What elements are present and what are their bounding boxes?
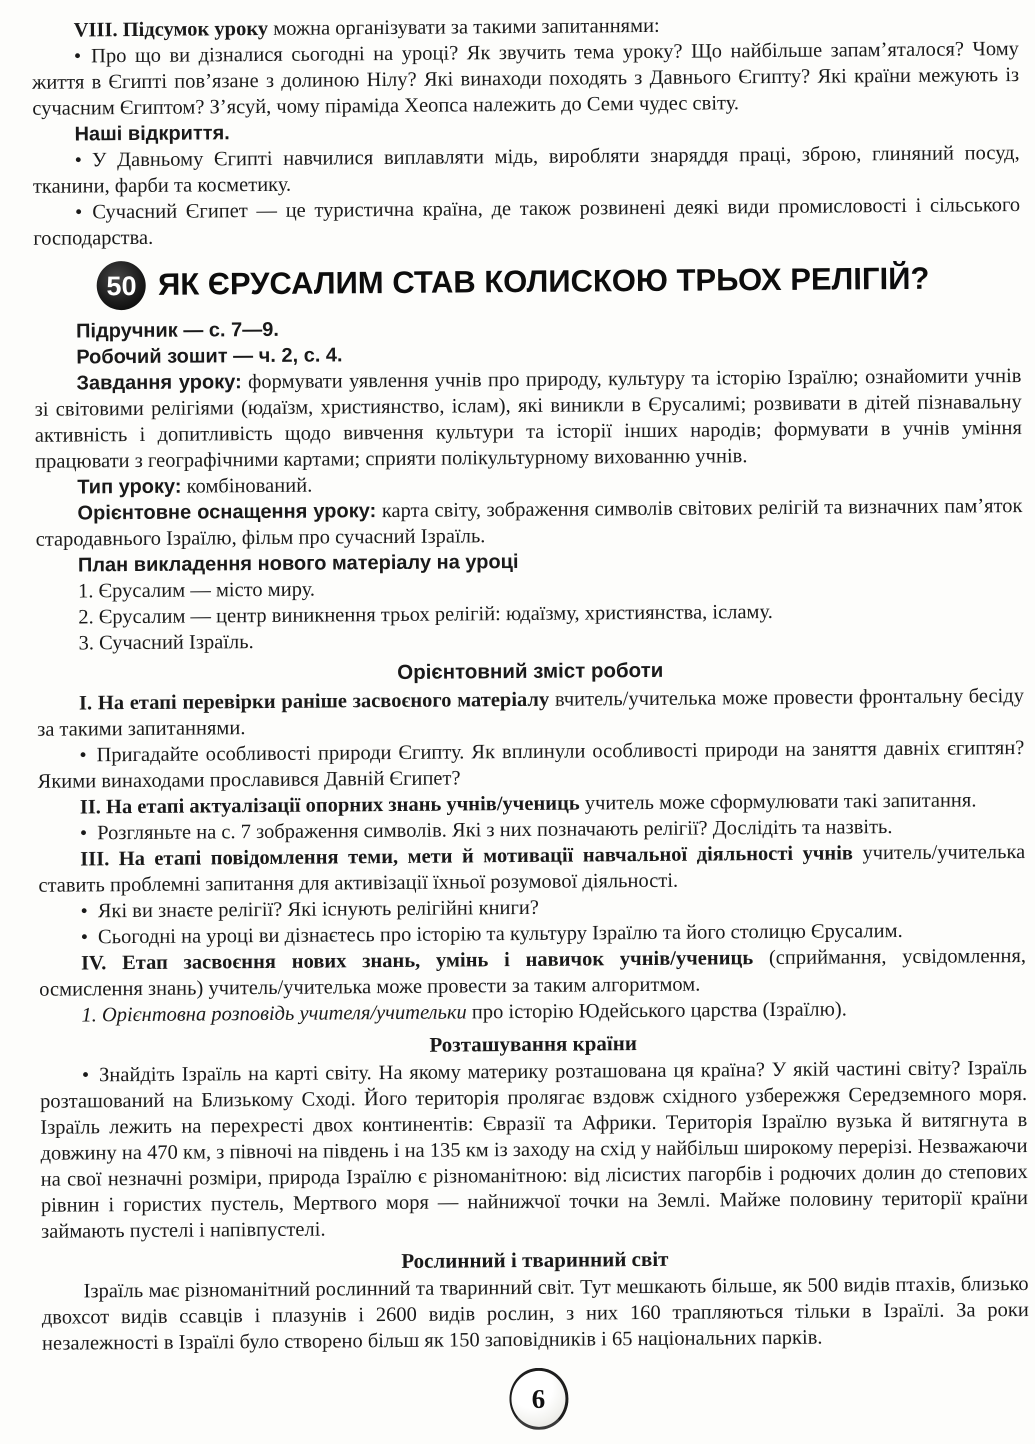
heading-lesson-plan: План викладення нового матеріалу на уроці — [77, 550, 519, 577]
stage-2-lead: II. На етапі актуалізації опорних знань учнів/учениць — [79, 792, 580, 819]
bullet-text: Про що ви дізналися сьогодні на уроці? Як звучить тема уроку? Що найбільше запам’яталося? Чому життя в Єгипті пов’язане з долиною Нілу? Які винаходи походять з Давнього Єгипту? Які країни межують із сучасним Єгиптом? З’ясуй, чому піраміда Хеопса належить до Семи чудес світу. — [32, 38, 1020, 120]
page-title: ЯК ЄРУСАЛИМ СТАВ КОЛИСКОЮ ТРЬОХ РЕЛІГІЙ? — [157, 261, 930, 303]
bullet-text: Розгляньте на с. 7 зображення символів. Які з них позначають релігії? Дослідіть та назвіть. — [97, 816, 893, 845]
heading-our-discoveries: Наші відкриття. — [74, 122, 230, 146]
story-rest: про історію Юдейського царства (Ізраїлю). — [466, 998, 847, 1024]
stage-3-lead: III. На етапі повідомлення теми, мети й мотивації навчальної діяльності учнів — [80, 842, 854, 871]
para-lesson-tasks — [34, 363, 1022, 475]
tasks-text: формувати уявлення учнів про природу, культуру та історію Ізраїлю; ознайомити учнів зі світовими релігіями (юдаїзм, християнство, іслам), які виникли в Єрусалимі; розвивати в дітей пізнавальну активність і допитливість щодо вивчення культури та історії інших народів; формувати в учнів уміння працювати з географічними картами; сприяти полікультурному вихованню учнів. — [34, 365, 1022, 473]
lesson-number-badge: 50 — [97, 261, 146, 310]
para-lesson-equipment — [35, 493, 1022, 553]
line-textbook: Підручник — с. 7—9. — [75, 318, 280, 343]
bullet-text: Пригадайте особливості природи Єгипту. Як вплинули особливості природи на заняття давніх єгиптян? Якими винаходами прославився Давній Єгипет? — [37, 737, 1025, 793]
plan-item-1: 1. Єрусалим — місто миру. — [78, 578, 316, 603]
stage-2-rest: учитель може сформулювати такі запитання. — [579, 789, 977, 815]
bullet-text: Сучасний Єгипет — це туристична країна, де також розвинені деякі види промисловості і сільського господарства. — [33, 194, 1021, 250]
type-text: комбінований. — [181, 474, 313, 498]
bullet-discovery-tourism — [33, 192, 1020, 252]
bullet-icon: • — [74, 149, 82, 172]
tasks-label: Завдання уроку: — [76, 371, 242, 395]
bullet-icon: • — [80, 926, 89, 949]
bullet-icon: • — [80, 900, 88, 923]
bullet-text: Сьогодні на уроці ви дізнаєтесь про історію та культуру Ізраїлю та його столицю Єрусалим. — [97, 919, 903, 949]
plan-item-3: 3. Сучасний Ізраїль. — [78, 631, 254, 655]
bullet-text: Які ви знаєте релігії? Які існують релігійні книги? — [97, 896, 540, 923]
para-stage-1 — [37, 683, 1024, 743]
stage-4-rest: (сприймання, усвідомлення, осмислення знань) учитель/учителька може провести за таким алгоритмом. — [39, 945, 1027, 1001]
stage-3-rest: учитель/учителька ставить проблемні запитання для активізації їхньої розумової діяльності. — [38, 841, 1026, 897]
stage-4-lead: IV. Етап засвоєння нових знань, умінь і навичок учнів/учениць — [80, 947, 754, 975]
stage-1-rest: вчитель/учителька може провести фронтальну бесіду за такими запитаннями. — [37, 685, 1025, 741]
bullet-icon: • — [81, 1064, 90, 1087]
para-flora-fauna: Ізраїль має різноманітний рослинний та тваринний світ. Тут мешкають більше, як 500 видів птахів, близько двохсот видів ссавців і плазунів і 2600 видів рослин, з них 160 трапляються тільки в Ізраїлі. За роки незалежності в Ізраїлі було створено більш як 150 заповідників і 65 національних парків. — [41, 1273, 1029, 1355]
heading-content-outline: Орієнтовний зміст роботи — [397, 658, 664, 684]
bullet-icon: • — [79, 822, 88, 845]
line-workbook: Робочий зошит — ч. 2, с. 4. — [76, 344, 343, 369]
bullet-icon: • — [75, 201, 83, 224]
bullet-summary-questions — [32, 36, 1020, 122]
plan-item-2: 2. Єрусалим — центр виникнення трьох релігій: юдаїзму, християнства, ісламу. — [78, 600, 773, 629]
para-stage-3 — [38, 839, 1025, 899]
bullet-text: У Давньому Єгипті навчилися виплавляти мідь, виробляти знаряддя праці, зброю, глиняний посуд, тканини, фарби та косметику. — [32, 142, 1020, 198]
lesson-header — [34, 254, 993, 311]
page-number: 6 — [531, 1383, 546, 1414]
para-stage-4 — [39, 943, 1026, 1003]
story-lead: 1. Орієнтовна розповідь учителя/учительки — [81, 1001, 467, 1027]
bullet-text: Знайдіть Ізраїль на карті світу. На якому материку розташована ця країна? У якій частині світу? Ізраїль розташований на Близькому Сході. Його територія пролягає вздовж східного узбережжя Середземного моря. Ізраїль лежить на перехресті двох континентів: Євразії та Африки. Територія Ізраїлю вузька й витягнута в довжину на 470 км, з півночі на південь і на 135 км із заходу на схід у найбільш широкому перерізі. Незважаючи на свої незначні розміри, природа Ізраїлю є різноманітною: від лісистих пагорбів і родючих долин до степових рівнин і гористих пустель, Мертвого моря — найнижчої точки на Землі. Майже половину території країни займають пустелі і напівпустелі. — [40, 1057, 1028, 1243]
summary-rest: можна організувати за такими запитаннями: — [267, 14, 660, 40]
summary-lead: VIII. Підсумок уроку — [73, 17, 269, 42]
bullet-icon: • — [73, 45, 82, 68]
equipment-label: Орієнтовне оснащення уроку: — [77, 500, 377, 525]
equipment-text: карта світу, зображення символів світових релігій та визначних пам’яток стародавнього Ізраїлю, фільм про сучасний Ізраїль. — [35, 495, 1023, 551]
heading-flora-fauna: Рослинний і тваринний світ — [401, 1246, 669, 1273]
stage-1-lead: I. На етапі перевірки раніше засвоєного матеріалу — [78, 688, 550, 715]
bullet-country-location — [40, 1055, 1028, 1245]
type-label: Тип уроку: — [77, 475, 182, 499]
bullet-stage-1-question — [37, 735, 1024, 795]
bullet-icon: • — [79, 744, 87, 767]
page-number-circle — [509, 1368, 568, 1430]
heading-country-location: Розташування країни — [429, 1031, 638, 1057]
bullet-discovery-copper — [33, 140, 1020, 200]
